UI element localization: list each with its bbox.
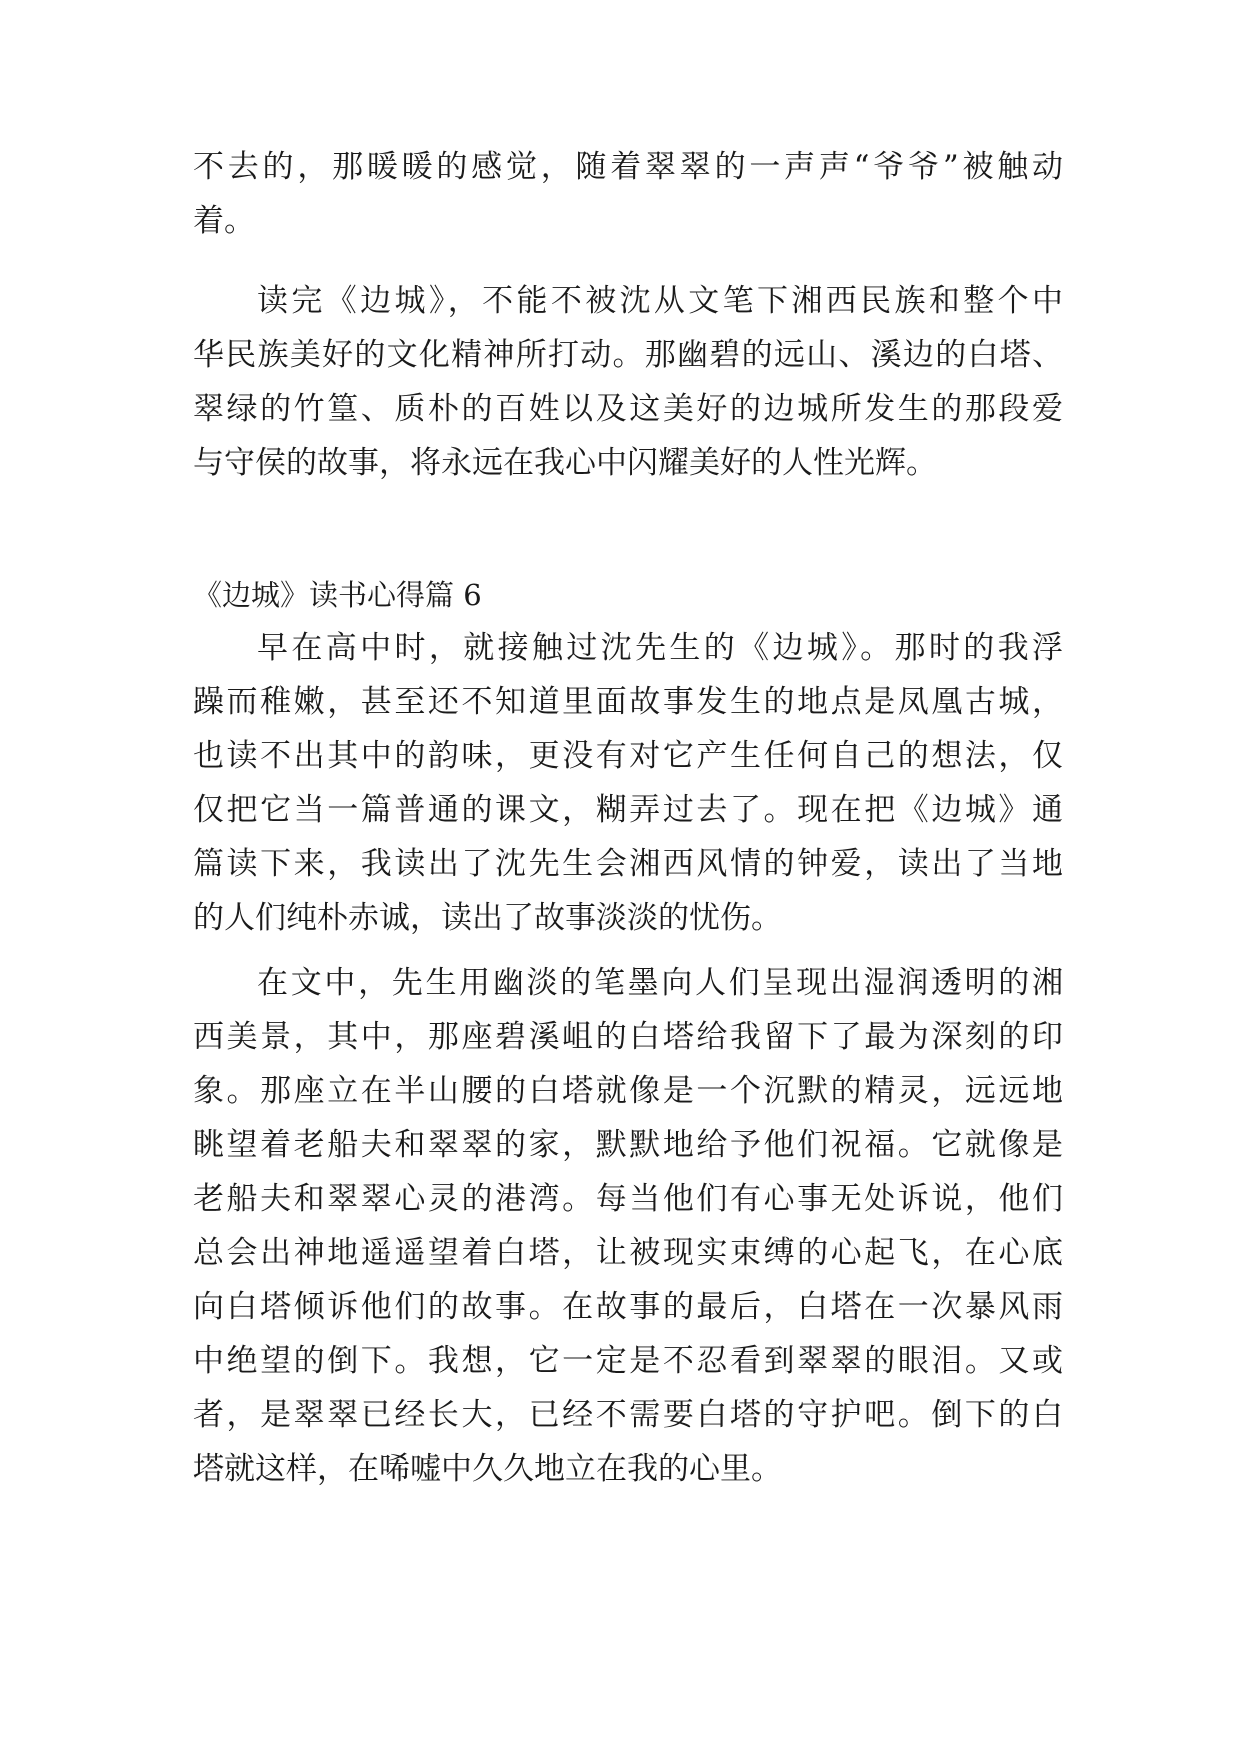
paragraph-line: 老船夫和翠翠心灵的港湾。每当他们有心事无处诉说，他们: [193, 1181, 1063, 1217]
paragraph-line: 读完《边城》，不能不被沈从文笔下湘西民族和整个中: [257, 283, 1063, 319]
paragraph-line: 也读不出其中的韵味，更没有对它产生任何自己的想法，仅: [193, 738, 1063, 774]
paragraph-line: 着。: [193, 203, 255, 239]
paragraph-line: 在文中，先生用幽淡的笔墨向人们呈现出湿润透明的湘: [257, 965, 1063, 1001]
paragraph-line: 不去的，那暖暖的感觉，随着翠翠的一声声“爷爷”被触动: [193, 149, 1063, 185]
paragraph-line: 向白塔倾诉他们的故事。在故事的最后，白塔在一次暴风雨: [193, 1289, 1063, 1325]
paragraph-line: 象。那座立在半山腰的白塔就像是一个沉默的精灵，远远地: [193, 1073, 1063, 1109]
paragraph-line: 躁而稚嫩，甚至还不知道里面故事发生的地点是凤凰古城，: [193, 684, 1063, 720]
paragraph-line: 塔就这样，在唏嘘中久久地立在我的心里。: [193, 1451, 782, 1487]
paragraph-line: 与守侯的故事，将永远在我心中闪耀美好的人性光辉。: [193, 445, 937, 481]
paragraph-line: 眺望着老船夫和翠翠的家，默默地给予他们祝福。它就像是: [193, 1127, 1063, 1163]
paragraph-line: 西美景，其中，那座碧溪岨的白塔给我留下了最为深刻的印: [193, 1019, 1063, 1055]
paragraph-line: 中绝望的倒下。我想，它一定是不忍看到翠翠的眼泪。又或: [193, 1343, 1063, 1379]
paragraph-line: 总会出神地遥遥望着白塔，让被现实束缚的心起飞，在心底: [193, 1235, 1063, 1271]
paragraph-line: 翠绿的竹篁、质朴的百姓以及这美好的边城所发生的那段爱: [193, 391, 1063, 427]
paragraph-line: 早在高中时，就接触过沈先生的《边城》。那时的我浮: [257, 630, 1063, 666]
section-heading: 《边城》读书心得篇 6: [193, 578, 482, 612]
paragraph-line: 的人们纯朴赤诚，读出了故事淡淡的忧伤。: [193, 900, 782, 936]
paragraph-line: 者，是翠翠已经长大，已经不需要白塔的守护吧。倒下的白: [193, 1397, 1063, 1433]
paragraph-line: 华民族美好的文化精神所打动。那幽碧的远山、溪边的白塔、: [193, 337, 1063, 373]
paragraph-line: 仅把它当一篇普通的课文，糊弄过去了。现在把《边城》通: [193, 792, 1063, 828]
paragraph-line: 篇读下来，我读出了沈先生会湘西风情的钟爱，读出了当地: [193, 846, 1063, 882]
